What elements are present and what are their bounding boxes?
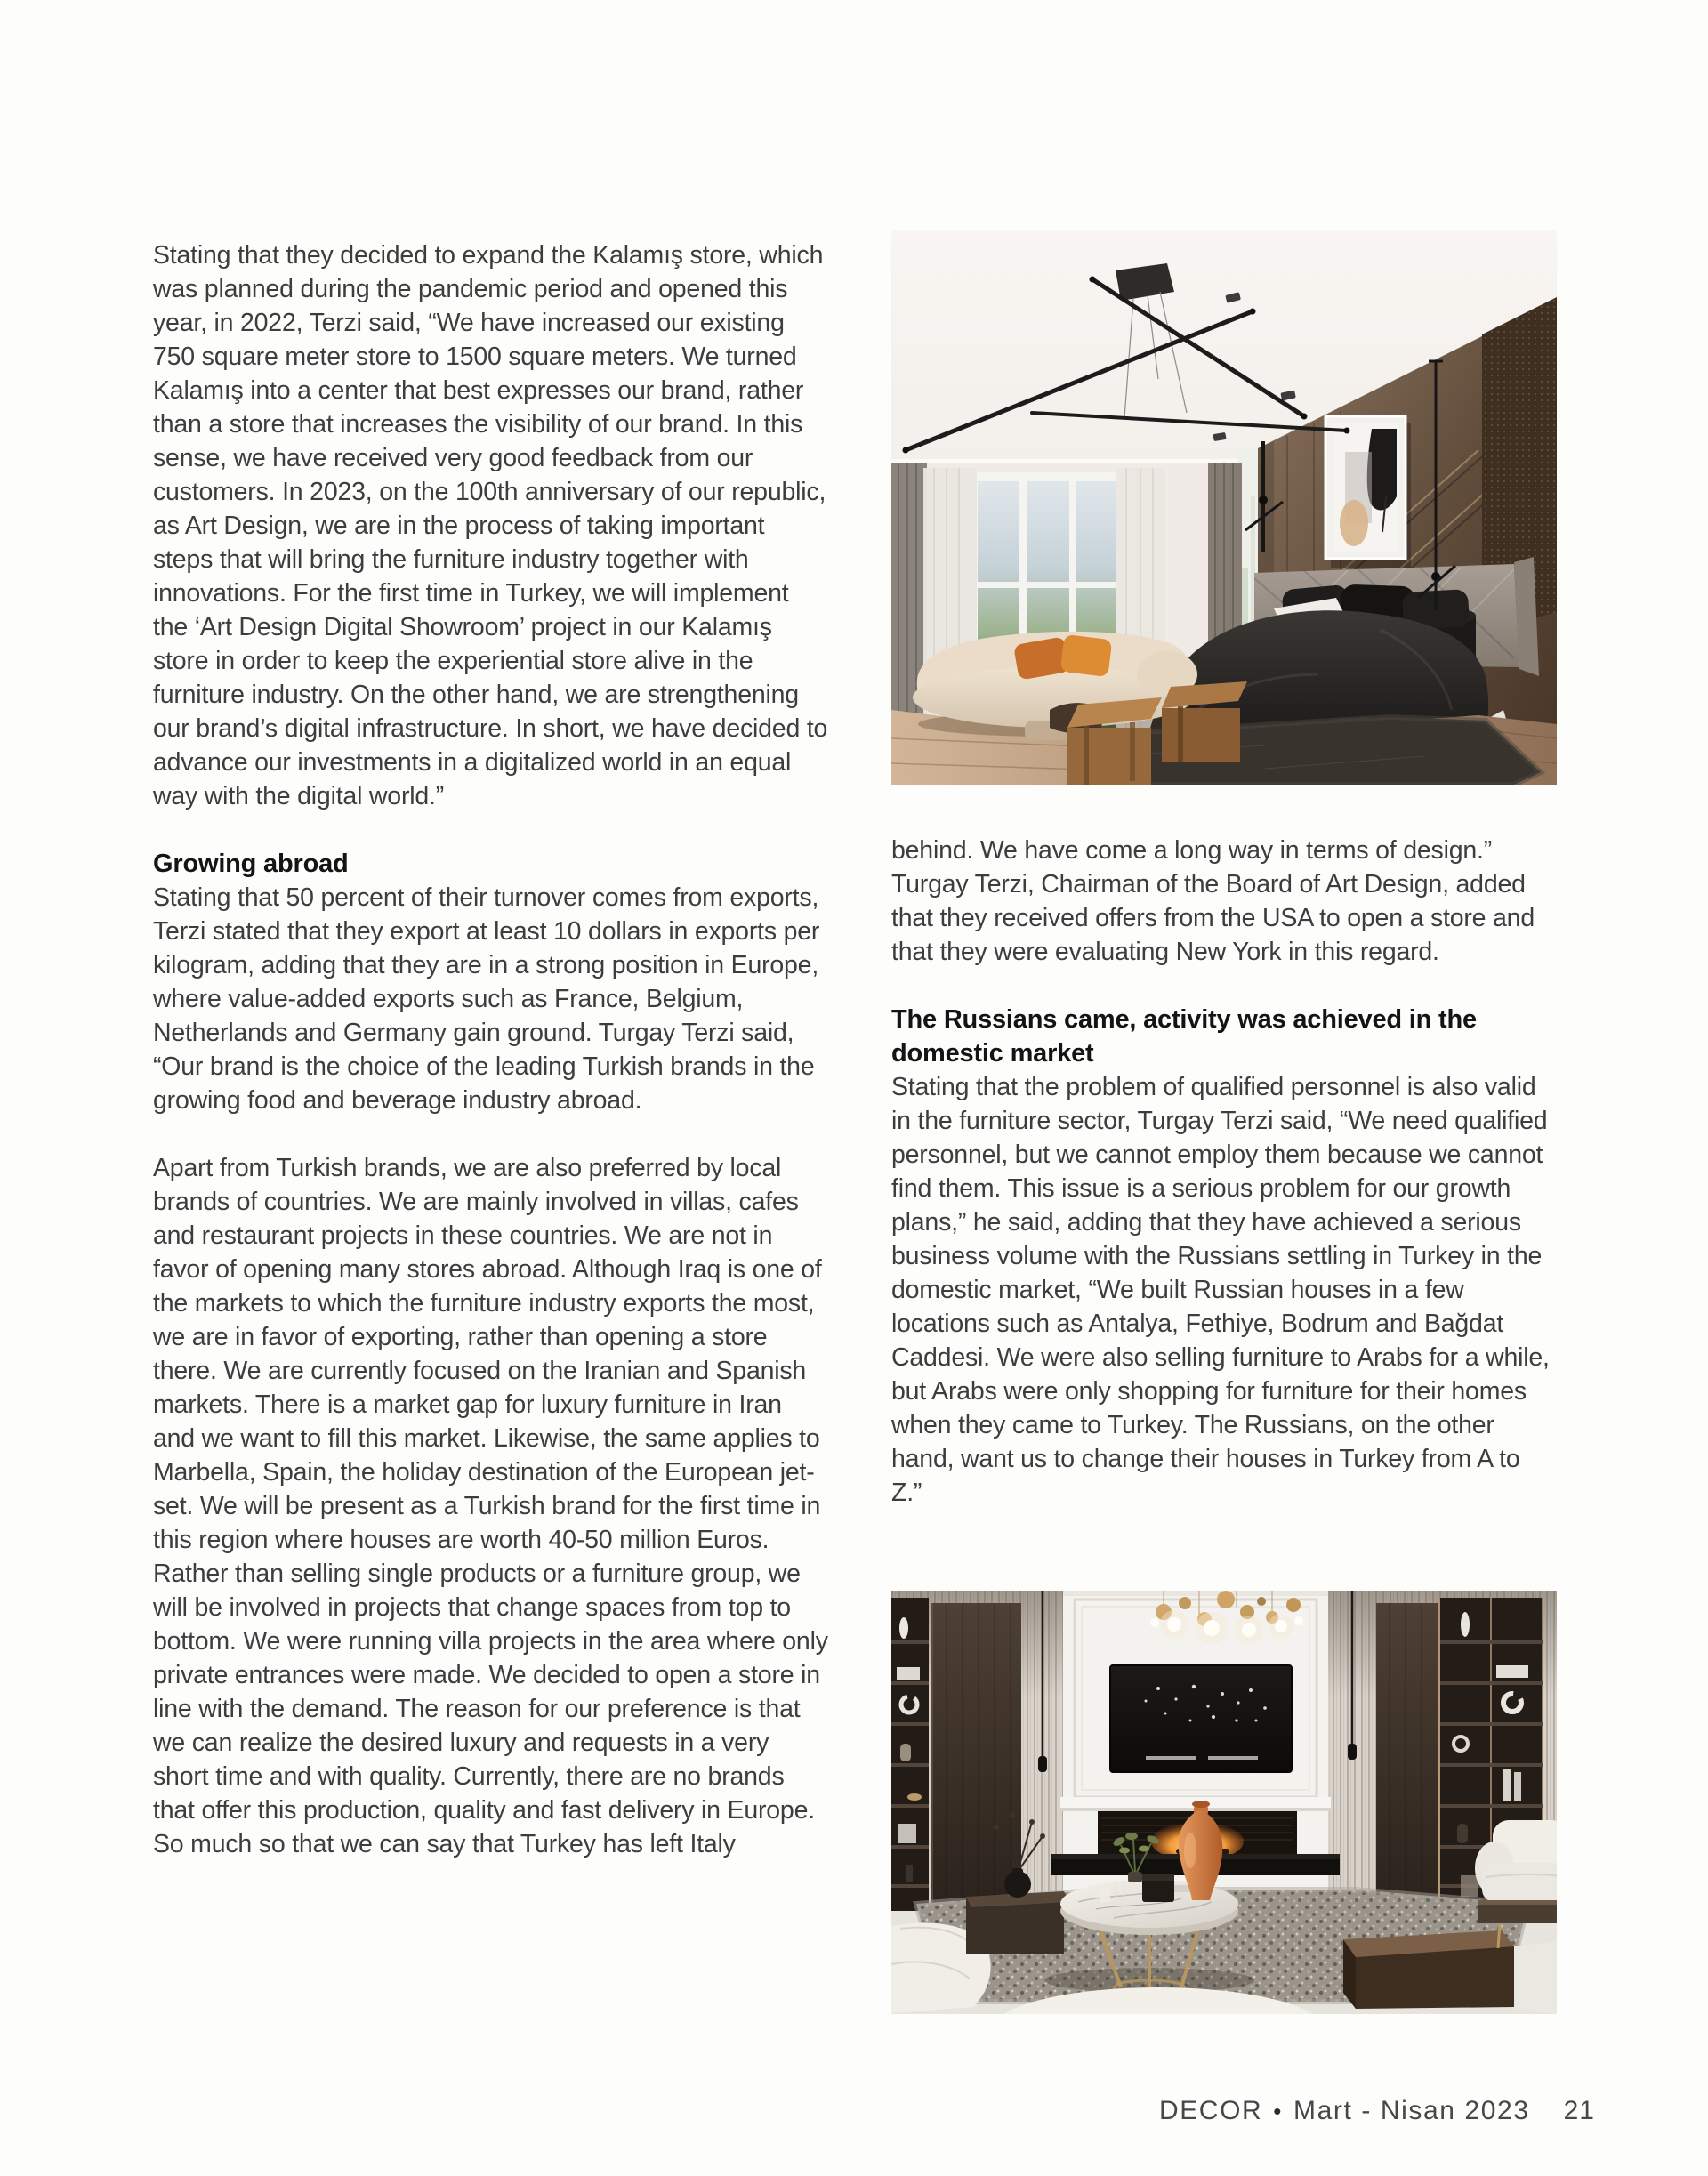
living-room-photo-graphic (891, 1591, 1557, 2014)
left-paragraph-3: Apart from Turkish brands, we are also preferred by local brands of countries. We are mainly involved in villas, cafes and restaurant projects in these countries. We are not in favor of opening many stores abroad. Although Iraq is one of the markets to which the furniture industry exports the most, we are in favor of exporting, rather than opening a store there. We are currently focused on the Iranian and Spanish markets. There is a market gap for luxury furniture in Iran and we want to fill this market. Likewise, the same applies to Marbella, Spain, the holiday destination of the European jet-set. We will be present as a Turkish brand for the first time in this region where houses are worth 40-50 million Euros. Rather than selling single products or a furniture group, we will be involved in projects that change spaces from top to bottom. We were running villa projects in the area where only private entrances were made. We decided to open a store in line with the demand. The reason for our preference is that we can realize the desired luxury and requests in a very short time and with quality. Currently, there are no brands that offer this production, quality and fast delivery in Europe. So much so that we can say that Turkey has left Italy (153, 1154, 828, 1858)
floor-sliver (1514, 1941, 1557, 2014)
page-footer (1159, 2096, 1595, 2126)
footer-separator-dot: • (1273, 2098, 1283, 2124)
bedroom-wall-art (1325, 416, 1411, 568)
right-paragraph-1: behind. We have come a long way in terms of design.” Turgay Terzi, Chairman of the Board of Art Design, added that they received offers from the USA to open a store and that they were evaluating New York in this regard. (891, 836, 1535, 966)
right-cabinet (1376, 1603, 1438, 1914)
bedroom-photo-graphic (891, 230, 1557, 785)
left-column (153, 238, 829, 1895)
right-column (891, 230, 1557, 1543)
heading-russians: The Russians came, activity was achieved in the domestic market (891, 1005, 1477, 1068)
right-paragraph-2: Stating that the problem of qualified personnel is also valid in the furniture sector, Turgay Terzi said, “We need qualified personnel, but we cannot employ them because we cannot find them. This issue is a serious problem for our growth plans,” he said, adding that they have achieved a serious business volume with the Russians settling in Turkey in the domestic market, “We built Russian houses in a few locations such as Antalya, Fethiye, Bodrum and Bağdat Caddesi. We were also selling furniture to Arabs for a while, but Arabs were only shopping for furniture for their homes when they came to Turkey. The Russians, on the other hand, want us to change their houses in Turkey from A to Z.” (891, 1073, 1550, 1507)
footer-magazine-name: DECOR (1158, 2096, 1263, 2125)
footer-page-number: 21 (1563, 2096, 1595, 2125)
left-paragraph-2: Stating that 50 percent of their turnover comes from exports, Terzi stated that they export at least 10 dollars in exports per kilogram, adding that they are in a strong position in Europe, where value-added exports such as France, Belgium, Netherlands and Germany gain ground. Turgay Terzi said, “Our brand is the choice of the leading Turkish brands in the growing food and beverage industry abroad. (153, 883, 820, 1115)
orange-pillow (1060, 634, 1113, 677)
left-paragraph-1: Stating that they decided to expand the Kalamış store, which was planned during the pandemic period and opened this year, in 2022, Terzi said, “We have increased our existing 750 square meter store to 1500 square meters. We turned Kalamış into a center that best expresses our brand, rather than a store that increases the visibility of our brand. In this sense, we have received very good feedback from our customers. In 2023, on the 100th anniversary of our republic, as Art Design, we are in the process of taking important steps that will bring the furniture industry together with innovations. For the first time in Turkey, we will implement the ‘Art Design Digital Showroom’ project in our Kalamış store in order to keep the experiential store alive in the furniture industry. On the other hand, we are strengthening our brand’s digital infrastructure. In short, we have decided to advance our investments in a digitalized world in an equal way with the digital world.” (153, 241, 828, 810)
wood-bench (1343, 1930, 1514, 2009)
heading-growing-abroad: Growing abroad (153, 850, 349, 878)
bedroom-photo (891, 230, 1557, 785)
tv-screen (1110, 1665, 1292, 1772)
living-room-photo (891, 1591, 1557, 2014)
footer-issue: Mart - Nisan 2023 (1293, 2096, 1530, 2125)
left-cabinet (931, 1603, 1021, 1914)
left-shelf-unit (891, 1598, 929, 1914)
